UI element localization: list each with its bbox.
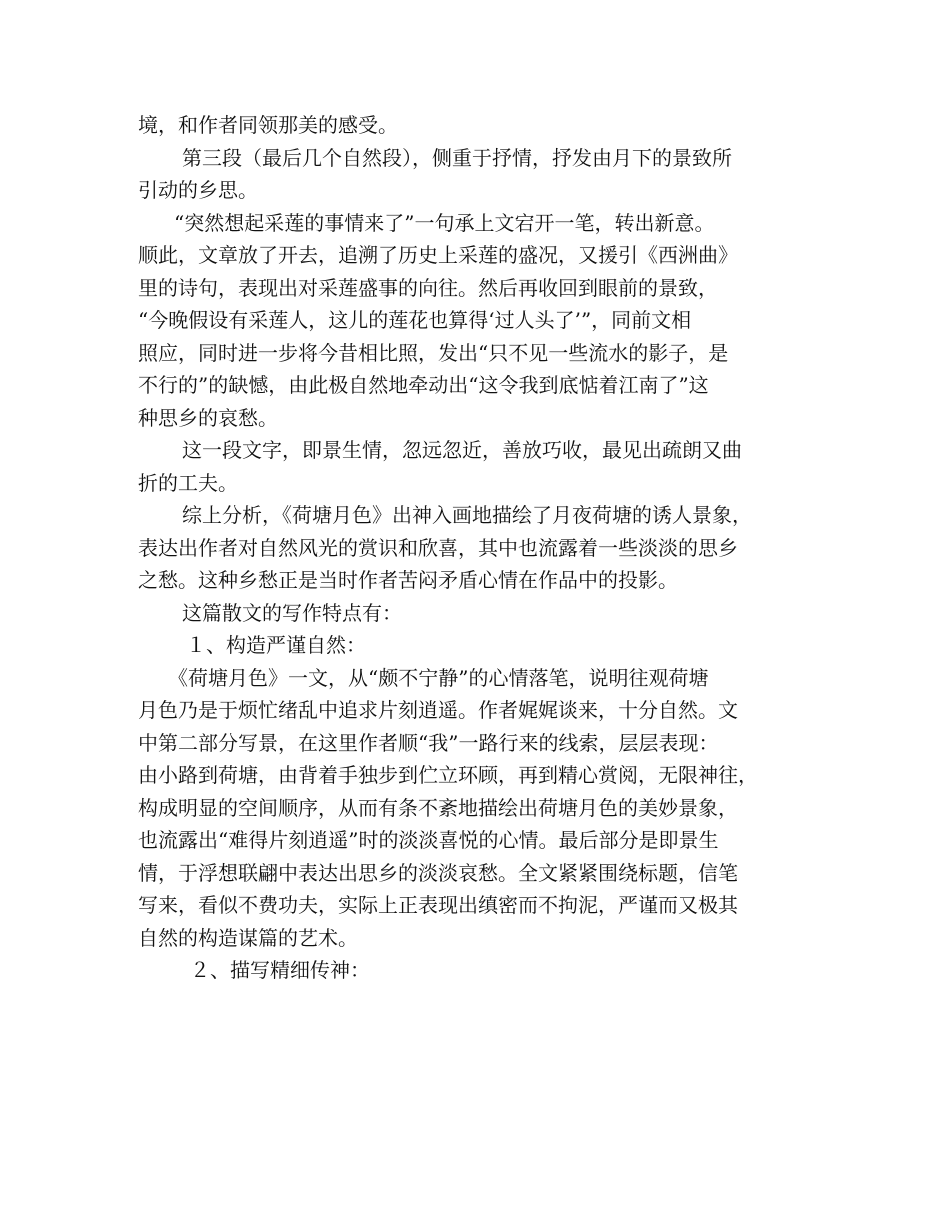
text-line: 中第二部分写景，在这里作者顺“我”一路行来的线索，层层表现： bbox=[138, 730, 719, 755]
text-line: “今晚假设有采莲人，这儿的莲花也算得‘过人头了’”，同前文相 bbox=[138, 308, 692, 332]
text-line: 也流露出“难得片刻逍遥”时的淡淡喜悦的心情。最后部分是即景生 bbox=[138, 828, 719, 852]
text-line: 照应，同时进一步将今昔相比照，发出“只不见一些流水的影子，是 bbox=[138, 340, 729, 365]
text-line: 情，于浮想联翩中表达出思乡的淡淡哀愁。全文紧紧围绕标题，信笔 bbox=[138, 860, 738, 885]
list-heading: ２、描写精细传神： bbox=[190, 958, 370, 982]
document-body bbox=[138, 109, 828, 987]
text-line: 境，和作者同领那美的感受。 bbox=[138, 113, 398, 137]
text-line: 折的工夫。 bbox=[138, 470, 238, 495]
text-line: 月色乃是于烦忙绪乱中追求片刻逍遥。作者娓娓谈来，十分自然。文 bbox=[138, 698, 738, 722]
paragraph-start-line: 《荷塘月色》一文，从“颇不宁静”的心情落笔，说明往观荷塘 bbox=[168, 665, 709, 690]
text-line: 顺此，文章放了开去，追溯了历史上采莲的盛况，又援引《西洲曲》 bbox=[138, 243, 738, 267]
list-heading: １、构造严谨自然： bbox=[186, 633, 366, 657]
paragraph-start-line: “突然想起采莲的事情来了”一句承上文宕开一笔，转出新意。 bbox=[174, 210, 715, 235]
text-line: 由小路到荷塘，由背着手独步到伫立环顾，再到精心赏阅，无限神往， bbox=[138, 763, 758, 787]
paragraph-start-line: 第三段（最后几个自然段），侧重于抒情，抒发由月下的景致所 bbox=[182, 145, 732, 170]
paragraph-start-line: 综上分析，《荷塘月色》出神入画地描绘了月夜荷塘的诱人景象， bbox=[182, 503, 752, 527]
text-line: 表达出作者对自然风光的赏识和欣喜，其中也流露着一些淡淡的思乡 bbox=[138, 535, 738, 560]
text-line: 构成明显的空间顺序，从而有条不紊地描绘出荷塘月色的美妙景象， bbox=[138, 795, 738, 820]
text-line: 之愁。这种乡愁正是当时作者苦闷矛盾心情在作品中的投影。 bbox=[138, 568, 678, 592]
text-line: 种思乡的哀愁。 bbox=[138, 405, 278, 430]
text-line: 写来，看似不费功夫，实际上正表现出缜密而不拘泥，严谨而又极其 bbox=[138, 893, 738, 917]
text-line: 里的诗句，表现出对采莲盛事的向往。然后再收回到眼前的景致， bbox=[138, 275, 718, 300]
text-line: 引动的乡思。 bbox=[138, 178, 258, 202]
paragraph-start-line: 这篇散文的写作特点有： bbox=[182, 600, 402, 625]
text-line: 不行的”的缺憾，由此极自然地牵动出“这令我到底惦着江南了”这 bbox=[138, 373, 709, 397]
text-line: 自然的构造谋篇的艺术。 bbox=[138, 925, 358, 950]
paragraph-start-line: 这一段文字，即景生情，忽远忽近，善放巧收，最见出疏朗又曲 bbox=[182, 438, 742, 462]
